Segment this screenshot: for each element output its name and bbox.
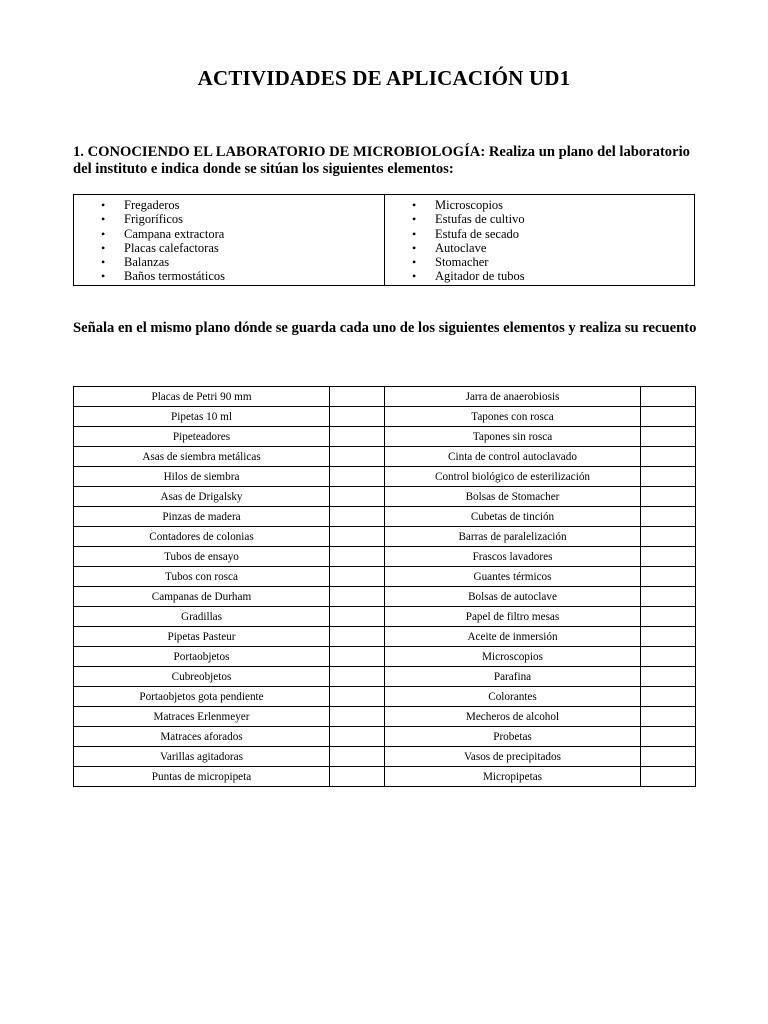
- list-item-right: [385, 212, 694, 226]
- item-name-cell: Guantes térmicos: [385, 567, 641, 587]
- count-cell[interactable]: [641, 707, 696, 727]
- item-name-cell: Barras de paralelización: [385, 527, 641, 547]
- list-item-left: [74, 198, 384, 212]
- item-name-cell: Parafina: [385, 667, 641, 687]
- count-cell[interactable]: [330, 527, 385, 547]
- count-cell[interactable]: [330, 447, 385, 467]
- item-name-cell: Cubreobjetos: [74, 667, 330, 687]
- item-name-cell: Mecheros de alcohol: [385, 707, 641, 727]
- item-name-cell: Pipetas Pasteur: [74, 627, 330, 647]
- count-cell[interactable]: [330, 467, 385, 487]
- list-item-left: [74, 255, 384, 269]
- table-row: [74, 627, 696, 647]
- locations-list-box: [73, 194, 695, 286]
- count-cell[interactable]: [330, 587, 385, 607]
- item-name-cell: Frascos lavadores: [385, 547, 641, 567]
- count-cell[interactable]: [330, 727, 385, 747]
- locations-bullet-list-right: [385, 198, 694, 284]
- item-name-cell: Cinta de control autoclavado: [385, 447, 641, 467]
- bullet-icon: •: [101, 198, 106, 212]
- count-cell[interactable]: [641, 427, 696, 447]
- count-cell[interactable]: [641, 647, 696, 667]
- table-row: [74, 707, 696, 727]
- item-name-cell: Vasos de precipitados: [385, 747, 641, 767]
- section-1-heading: [73, 144, 698, 178]
- table-row: [74, 667, 696, 687]
- count-cell[interactable]: [641, 407, 696, 427]
- list-item-label: Baños termostáticos: [124, 269, 226, 284]
- item-name-cell: Pipetas 10 ml: [74, 407, 330, 427]
- item-name-cell: Campanas de Durham: [74, 587, 330, 607]
- list-item-right: [385, 198, 694, 212]
- table-row: [74, 647, 696, 667]
- item-name-cell: Colorantes: [385, 687, 641, 707]
- item-name-cell: Puntas de micropipeta: [74, 767, 330, 787]
- inventory-table: [73, 386, 696, 787]
- count-cell[interactable]: [641, 527, 696, 547]
- section-1-number-title: 1. CONOCIENDO EL LABORATORIO DE MICROBIOLOGÍA:: [73, 144, 486, 160]
- count-cell[interactable]: [330, 567, 385, 587]
- bullet-icon: •: [412, 212, 417, 227]
- table-row: [74, 527, 696, 547]
- count-cell[interactable]: [330, 507, 385, 527]
- list-item-label: Placas calefactoras: [124, 240, 219, 255]
- item-name-cell: Aceite de inmersión: [385, 627, 641, 647]
- list-item-label: Balanzas: [124, 255, 170, 270]
- count-cell[interactable]: [641, 627, 696, 647]
- item-name-cell: Pipeteadores: [74, 427, 330, 447]
- section-2-heading: Señala en el mismo plano dónde se guarda cada uno de los siguientes elementos y realiza su recuento: [73, 320, 697, 336]
- list-item-label: Autoclave: [435, 240, 487, 255]
- item-name-cell: Varillas agitadoras: [74, 747, 330, 767]
- item-name-cell: Hilos de siembra: [74, 467, 330, 487]
- item-name-cell: Cubetas de tinción: [385, 507, 641, 527]
- locations-list-left: [74, 195, 385, 285]
- count-cell[interactable]: [330, 387, 385, 407]
- item-name-cell: Probetas: [385, 727, 641, 747]
- count-cell[interactable]: [330, 547, 385, 567]
- count-cell[interactable]: [641, 767, 696, 787]
- item-name-cell: Tubos de ensayo: [74, 547, 330, 567]
- bullet-icon: •: [101, 240, 106, 255]
- item-name-cell: Tubos con rosca: [74, 567, 330, 587]
- list-item-label: Campana extractora: [124, 226, 225, 241]
- item-name-cell: Portaobjetos gota pendiente: [74, 687, 330, 707]
- bullet-icon: •: [412, 255, 417, 270]
- list-item-label: Estufa de secado: [435, 226, 519, 241]
- item-name-cell: Matraces Erlenmeyer: [74, 707, 330, 727]
- item-name-cell: Tapones sin rosca: [385, 427, 641, 447]
- count-cell[interactable]: [641, 487, 696, 507]
- count-cell[interactable]: [330, 427, 385, 447]
- item-name-cell: Gradillas: [74, 607, 330, 627]
- bullet-icon: •: [101, 226, 106, 241]
- item-name-cell: Asas de Drigalsky: [74, 487, 330, 507]
- table-row: [74, 447, 696, 467]
- count-cell[interactable]: [641, 447, 696, 467]
- locations-bullet-list-left: [74, 198, 384, 284]
- list-item-right: [385, 255, 694, 269]
- table-row: [74, 427, 696, 447]
- item-name-cell: Bolsas de Stomacher: [385, 487, 641, 507]
- table-row: [74, 607, 696, 627]
- count-cell[interactable]: [330, 707, 385, 727]
- table-row: [74, 567, 696, 587]
- count-cell[interactable]: [330, 767, 385, 787]
- list-item-left: [74, 227, 384, 241]
- item-name-cell: Tapones con rosca: [385, 407, 641, 427]
- table-row: [74, 487, 696, 507]
- count-cell[interactable]: [641, 387, 696, 407]
- locations-list-right: [385, 195, 694, 285]
- table-row: [74, 467, 696, 487]
- table-row: [74, 587, 696, 607]
- table-row: [74, 387, 696, 407]
- item-name-cell: Contadores de colonias: [74, 527, 330, 547]
- bullet-icon: •: [412, 226, 417, 241]
- item-name-cell: Asas de siembra metálicas: [74, 447, 330, 467]
- list-item-label: Fregaderos: [124, 198, 180, 212]
- count-cell[interactable]: [330, 607, 385, 627]
- list-item-label: Microscopios: [435, 198, 504, 212]
- list-item-right: [385, 241, 694, 255]
- table-row: [74, 687, 696, 707]
- list-item-label: Agitador de tubos: [435, 269, 525, 284]
- list-item-left: [74, 212, 384, 226]
- bullet-icon: •: [101, 212, 106, 227]
- list-item-label: Frigoríficos: [124, 212, 184, 227]
- count-cell[interactable]: [641, 747, 696, 767]
- count-cell[interactable]: [641, 507, 696, 527]
- section-1-instruction: Realiza un plano del laboratorio del instituto e indica donde se sitúan los siguientes elementos:: [73, 144, 690, 177]
- count-cell[interactable]: [641, 667, 696, 687]
- item-name-cell: Pinzas de madera: [74, 507, 330, 527]
- item-name-cell: Control biológico de esterilización: [385, 467, 641, 487]
- item-name-cell: Micropipetas: [385, 767, 641, 787]
- count-cell[interactable]: [641, 547, 696, 567]
- bullet-icon: •: [412, 198, 417, 212]
- item-name-cell: Portaobjetos: [74, 647, 330, 667]
- list-item-right: [385, 227, 694, 241]
- count-cell[interactable]: [330, 627, 385, 647]
- item-name-cell: Jarra de anaerobiosis: [385, 387, 641, 407]
- list-item-left: [74, 269, 384, 283]
- count-cell[interactable]: [641, 727, 696, 747]
- table-row: [74, 727, 696, 747]
- count-cell[interactable]: [330, 687, 385, 707]
- document-title: ACTIVIDADES DE APLICACIÓN UD1: [197, 66, 571, 90]
- count-cell[interactable]: [330, 487, 385, 507]
- inventory-table-body: [74, 387, 696, 787]
- list-item-right: [385, 269, 694, 283]
- list-item-label: Stomacher: [435, 255, 489, 270]
- table-row: [74, 507, 696, 527]
- list-item-label: Estufas de cultivo: [435, 212, 525, 227]
- count-cell[interactable]: [641, 607, 696, 627]
- item-name-cell: Bolsas de autoclave: [385, 587, 641, 607]
- item-name-cell: Matraces aforados: [74, 727, 330, 747]
- count-cell[interactable]: [641, 687, 696, 707]
- bullet-icon: •: [412, 269, 417, 284]
- item-name-cell: Papel de filtro mesas: [385, 607, 641, 627]
- bullet-icon: •: [101, 269, 106, 284]
- count-cell[interactable]: [330, 667, 385, 687]
- count-cell[interactable]: [641, 467, 696, 487]
- count-cell[interactable]: [641, 567, 696, 587]
- count-cell[interactable]: [330, 747, 385, 767]
- count-cell[interactable]: [330, 407, 385, 427]
- item-name-cell: Microscopios: [385, 647, 641, 667]
- bullet-icon: •: [412, 240, 417, 255]
- list-item-left: [74, 241, 384, 255]
- table-row: [74, 407, 696, 427]
- table-row: [74, 767, 696, 787]
- table-row: [74, 747, 696, 767]
- count-cell[interactable]: [641, 587, 696, 607]
- table-row: [74, 547, 696, 567]
- count-cell[interactable]: [330, 647, 385, 667]
- item-name-cell: Placas de Petri 90 mm: [74, 387, 330, 407]
- bullet-icon: •: [101, 255, 106, 270]
